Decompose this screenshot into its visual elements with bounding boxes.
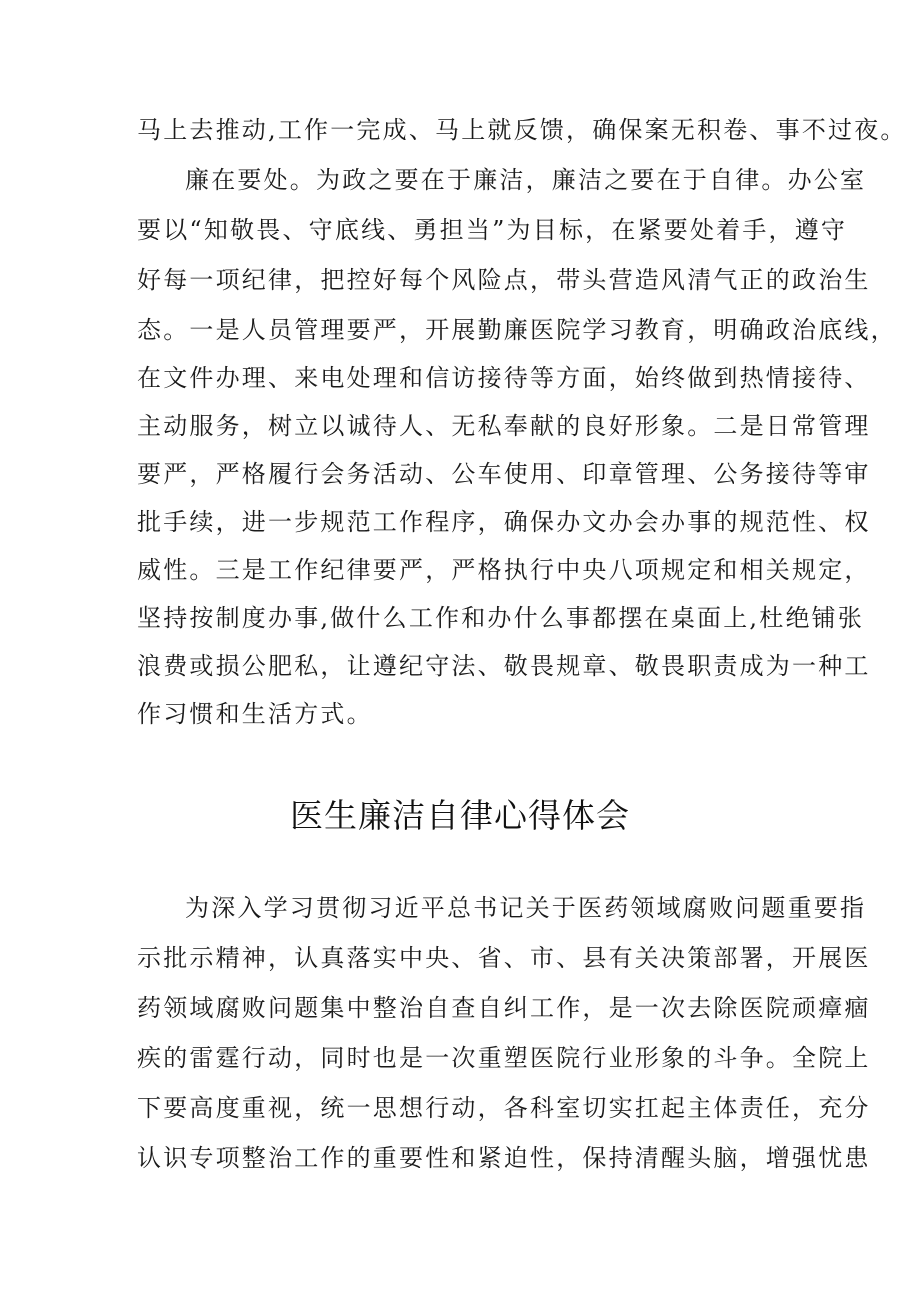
paragraph-line: 为深入学习贯彻习近平总书记关于医药领域腐败问题重要指 xyxy=(185,894,867,922)
paragraph-line: 威性。三是工作纪律要严，严格执行中央八项规定和相关规定， xyxy=(137,556,871,584)
paragraph-line: 在文件办理、来电处理和信访接待等方面，始终做到热情接待、 xyxy=(137,364,871,392)
paragraph-line: 廉在要处。为政之要在于廉洁，廉洁之要在于自律。办公室 xyxy=(185,166,867,194)
paragraph-line: 药领域腐败问题集中整治自查自纠工作，是一次去除医院顽瘴痼 xyxy=(137,994,871,1022)
paragraph-line: 疾的雷霆行动，同时也是一次重塑医院行业形象的斗争。全院上 xyxy=(137,1044,871,1072)
paragraph-line: 认识专项整治工作的重要性和紧迫性，保持清醒头脑，增强忧患 xyxy=(137,1144,871,1172)
paragraph-line: 浪费或损公肥私，让遵纪守法、敬畏规章、敬畏职责成为一种工 xyxy=(137,652,871,680)
paragraph-line: 要以“知敬畏、守底线、勇担当”为目标，在紧要处着手，遵守 xyxy=(137,216,848,244)
paragraph-line: 马上去推动,工作一完成、马上就反馈，确保案无积卷、事不过夜。 xyxy=(137,116,907,144)
paragraph-line: 坚持按制度办事,做什么工作和办什么事都摆在桌面上,杜绝铺张 xyxy=(137,604,865,632)
paragraph-line: 要严，严格履行会务活动、公车使用、印章管理、公务接待等审 xyxy=(137,460,871,488)
paragraph-line: 批手续，进一步规范工作程序，确保办文办会办事的规范性、权 xyxy=(137,508,871,536)
paragraph-line: 作习惯和生活方式。 xyxy=(137,700,373,728)
paragraph-line: 示批示精神，认真落实中央、省、市、县有关决策部署，开展医 xyxy=(137,944,871,972)
paragraph-line: 主动服务，树立以诚待人、无私奉献的良好形象。二是日常管理 xyxy=(137,412,871,440)
paragraph-line: 好每一项纪律，把控好每个风险点，带头营造风清气正的政治生 xyxy=(137,266,871,294)
paragraph-line: 下要高度重视，统一思想行动，各科室切实扛起主体责任，充分 xyxy=(137,1094,871,1122)
document-title: 医生廉洁自律心得体会 xyxy=(290,796,630,835)
paragraph-line: 态。一是人员管理要严，开展勤廉医院学习教育，明确政治底线， xyxy=(137,316,897,344)
